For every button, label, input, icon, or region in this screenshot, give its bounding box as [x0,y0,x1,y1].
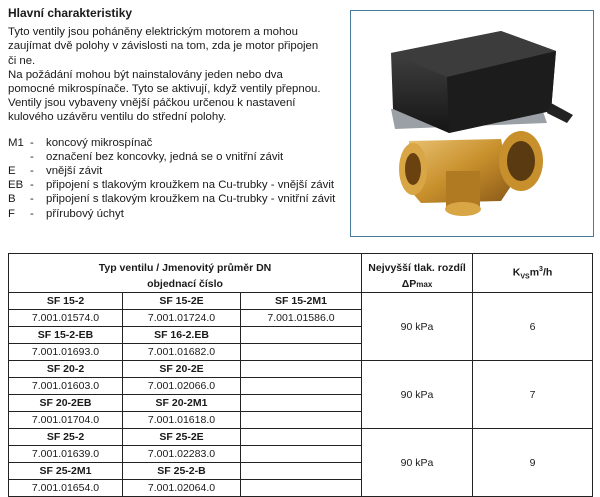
order-number [241,412,362,429]
header-kvs [473,254,593,293]
header-pressure [362,254,473,277]
order-number [241,446,362,463]
order-number: 7.001.01704.0 [9,412,123,429]
valve-type [241,395,362,412]
description-column [8,6,336,221]
legend-desc: připojení s tlakovým kroužkem na Cu-trubky - vnější závit [46,179,335,192]
pressure-value: 90 kPa [362,293,473,361]
valve-type [241,361,362,378]
legend-desc: označení bez koncovky, jedná se o vnitřní závit [46,150,284,163]
order-number [241,344,362,361]
order-number: 7.001.01586.0 [241,310,362,327]
order-number: 7.001.01654.0 [9,480,123,497]
order-number [241,378,362,395]
order-number [241,480,362,497]
header-delta-p [362,276,473,293]
paragraph-motor: Tyto ventily jsou poháněny elektrickým motorem a mohou zaujímat dvě polohy v závislosti na tom, zda je motor připojen či ne. [8,26,319,67]
valve-type: SF 20-2M1 [123,395,241,412]
valve-type: SF 15-2E [123,293,241,310]
order-number: 7.001.02283.0 [123,446,241,463]
legend-item [8,164,326,178]
legend-code: E [8,165,16,178]
delta-p: ΔP [401,278,417,290]
order-number: 7.001.01618.0 [123,412,241,429]
order-number: 7.001.01639.0 [9,446,123,463]
legend-item [8,192,336,206]
valve-type: SF 25-2-B [123,463,241,480]
legend-desc: připojení s tlakovým kroužkem na Cu-trubky - vnitřní závit [46,193,336,206]
legend-code: F [8,207,15,220]
valve-type: SF 25-2M1 [9,463,123,480]
legend-code: M1 [8,136,24,149]
kvs-tail: /h [542,266,553,279]
order-number: 7.001.01682.0 [123,344,241,361]
order-number: 7.001.01693.0 [9,344,123,361]
valve-type: SF 20-2EB [9,395,123,412]
header-pressure-label: Nejvyšší tlak. rozdíl [368,262,466,274]
header-order: objednací číslo [9,276,362,293]
valve-type: SF 16-2.EB [123,327,241,344]
legend-dash: - [30,165,34,178]
legend-item [8,150,326,164]
order-number: 7.001.01603.0 [9,378,123,395]
valve-type: SF 15-2 [9,293,123,310]
order-number: 7.001.02066.0 [123,378,241,395]
pressure-value: 90 kPa [362,429,473,497]
zone-valve-illustration [351,11,593,236]
valve-type: SF 25-2E [123,429,241,446]
order-number: 7.001.01574.0 [9,310,123,327]
legend-code: B [8,193,16,206]
valve-type: SF 25-2 [9,429,123,446]
legend-desc: vnější závit [46,165,103,178]
legend-dash: - [30,179,34,192]
section-heading: Hlavní charakteristiky [8,6,133,20]
kvs-k: K [512,266,521,279]
legend-code: EB [8,179,24,192]
kvs-value: 6 [473,293,593,361]
kvs-value: 9 [473,429,593,497]
order-number: 7.001.02064.0 [123,480,241,497]
legend-desc: koncový mikrospínač [46,136,153,149]
header-type: Typ ventilu / Jmenovitý průměr DN [9,254,362,277]
legend-dash: - [30,207,34,220]
kvs-sub: VS [520,273,530,281]
code-legend [8,136,336,221]
valve-type: SF 20-2E [123,361,241,378]
legend-code [8,150,30,164]
kvs-unit: m [529,266,540,279]
delta-p-sub: max [416,280,433,289]
legend-desc: přírubový úchyt [46,207,124,220]
legend-dash: - [30,150,34,163]
valve-type [241,429,362,446]
paragraph-microswitch: Na požádání mohou být nainstalovány jeden nebo dva pomocné mikrospínače. Tyto se aktivují, když ventily přepnou. Ventily jsou vybaveny vnější páčkou určenou k nastavení kulového uzávěru ventilu do střední polohy. [8,68,321,124]
valve-type: SF 20-2 [9,361,123,378]
valve-type: SF 15-2M1 [241,293,362,310]
kvs-exp: 3 [539,265,543,273]
legend-item [8,136,326,150]
valve-photo [350,10,594,237]
pressure-value: 90 kPa [362,361,473,429]
order-number: 7.001.01724.0 [123,310,241,327]
valve-type: SF 15-2-EB [9,327,123,344]
legend-dash: - [30,193,34,206]
legend-dash: - [30,136,34,149]
legend-item [8,178,335,192]
kvs-value: 7 [473,361,593,429]
legend-item [8,207,326,221]
valve-type [241,463,362,480]
valve-type [241,327,362,344]
valve-spec-table [8,253,593,497]
